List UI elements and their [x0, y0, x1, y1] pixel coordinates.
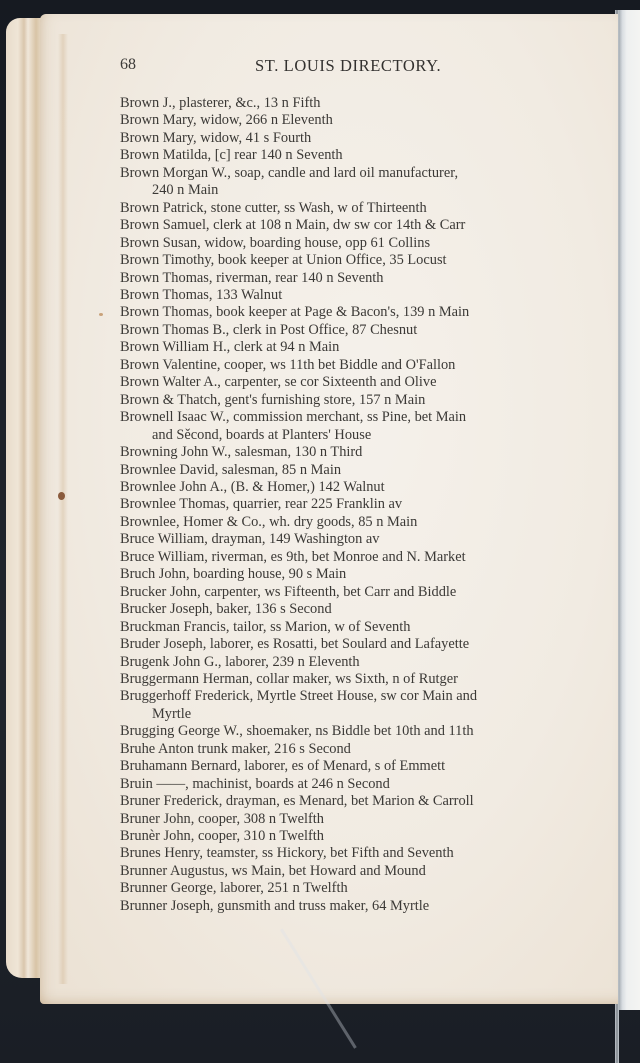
directory-entry: Brown Valentine, cooper, ws 11th bet Biddle and O'Fallon [120, 356, 456, 373]
directory-entry: Bruggerhoff Frederick, Myrtle Street House, sw cor Main and [120, 688, 478, 705]
running-title: ST. LOUIS DIRECTORY. [255, 56, 442, 75]
directory-entry: Brown Thomas, 133 Walnut [120, 286, 283, 303]
directory-entry: Bruhe Anton trunk maker, 216 s Second [120, 740, 351, 757]
directory-entry-continuation: and Sěcond, boards at Planters' House [152, 426, 372, 443]
directory-entry: Bruckman Francis, tailor, ss Marion, w of Seventh [120, 618, 411, 635]
directory-entry: Bruder Joseph, laborer, es Rosatti, bet Soulard and Lafayette [120, 636, 470, 653]
directory-entry: Bruggermann Herman, collar maker, ws Sixth, n of Rutger [120, 670, 458, 687]
page-header [0, 56, 640, 80]
directory-entry: Brownlee, Homer & Co., wh. dry goods, 85 n Main [120, 513, 418, 530]
directory-entry: Brown Matilda, [c] rear 140 n Seventh [120, 147, 343, 164]
directory-entry: Brown & Thatch, gent's furnishing store, 157 n Main [120, 391, 426, 408]
directory-entry: Brown Mary, widow, 41 s Fourth [120, 129, 312, 146]
directory-entry: Brown Morgan W., soap, candle and lard oil manufacturer, [120, 164, 459, 181]
page-number: 68 [120, 56, 136, 73]
directory-entry: Brunner George, laborer, 251 n Twelfth [120, 880, 348, 897]
directory-entry: Brunèr John, cooper, 310 n Twelfth [120, 828, 324, 845]
directory-entry: Brown Susan, widow, boarding house, opp 61 Collins [120, 234, 431, 251]
directory-entry: Brown Samuel, clerk at 108 n Main, dw sw cor 14th & Carr [120, 217, 466, 234]
directory-entry: Brownlee John A., (B. & Homer,) 142 Walnut [120, 478, 385, 495]
ink-spot [99, 313, 103, 316]
directory-entry: Brown Mary, widow, 266 n Eleventh [120, 112, 333, 129]
directory-entry-continuation: Myrtle [152, 705, 192, 722]
directory-entry: Bruce William, riverman, es 9th, bet Monroe and N. Market [120, 548, 466, 565]
directory-entry: Bruner Frederick, drayman, es Menard, bet Marion & Carroll [120, 793, 474, 810]
directory-entry: Brown Patrick, stone cutter, ss Wash, w of Thirteenth [120, 199, 427, 216]
directory-entry: Brugenk John G., laborer, 239 n Eleventh [120, 653, 360, 670]
directory-entry: Brown Timothy, book keeper at Union Office, 35 Locust [120, 252, 447, 269]
directory-entry: Brownlee David, salesman, 85 n Main [120, 461, 342, 478]
directory-entry: Brown J., plasterer, &c., 13 n Fifth [120, 95, 321, 111]
directory-entry: Brown Thomas B., clerk in Post Office, 87 Chesnut [120, 321, 418, 338]
adjacent-page-edge [618, 10, 640, 1010]
directory-entry: Brunner Augustus, ws Main, bet Howard and Mound [120, 862, 426, 879]
directory-entry: Browning John W., salesman, 130 n Third [120, 444, 363, 461]
directory-entry: Brownell Isaac W., commission merchant, ss Pine, bet Main [120, 409, 467, 426]
directory-entry: Brown Walter A., carpenter, se cor Sixteenth and Olive [120, 374, 437, 391]
directory-entries [120, 95, 580, 915]
directory-entry: Brunes Henry, teamster, ss Hickory, bet Fifth and Seventh [120, 845, 454, 862]
directory-entry: Brown Thomas, riverman, rear 140 n Seventh [120, 269, 384, 286]
directory-entry: Brucker John, carpenter, ws Fifteenth, bet Carr and Biddle [120, 583, 457, 600]
directory-entry: Brugging George W., shoemaker, ns Biddle bet 10th and 11th [120, 723, 474, 740]
directory-entry: Brunner Joseph, gunsmith and truss maker, 64 Myrtle [120, 897, 430, 914]
directory-entry: Bruin ——, machinist, boards at 246 n Second [120, 775, 390, 792]
directory-entry: Brown William H., clerk at 94 n Main [120, 339, 340, 356]
directory-entry: Bruch John, boarding house, 90 s Main [120, 566, 347, 583]
directory-entry: Brucker Joseph, baker, 136 s Second [120, 601, 332, 618]
directory-entry: Bruhamann Bernard, laborer, es of Menard, s of Emmett [120, 758, 446, 775]
directory-entry: Bruce William, drayman, 149 Washington av [120, 531, 380, 548]
directory-entry: Brownlee Thomas, quarrier, rear 225 Franklin av [120, 496, 403, 513]
directory-entry-continuation: 240 n Main [152, 182, 219, 199]
ink-spot [58, 492, 65, 500]
directory-entry: Brown Thomas, book keeper at Page & Bacon's, 139 n Main [120, 304, 470, 321]
page-inner-shadow [58, 34, 68, 984]
directory-entry: Bruner John, cooper, 308 n Twelfth [120, 810, 324, 827]
